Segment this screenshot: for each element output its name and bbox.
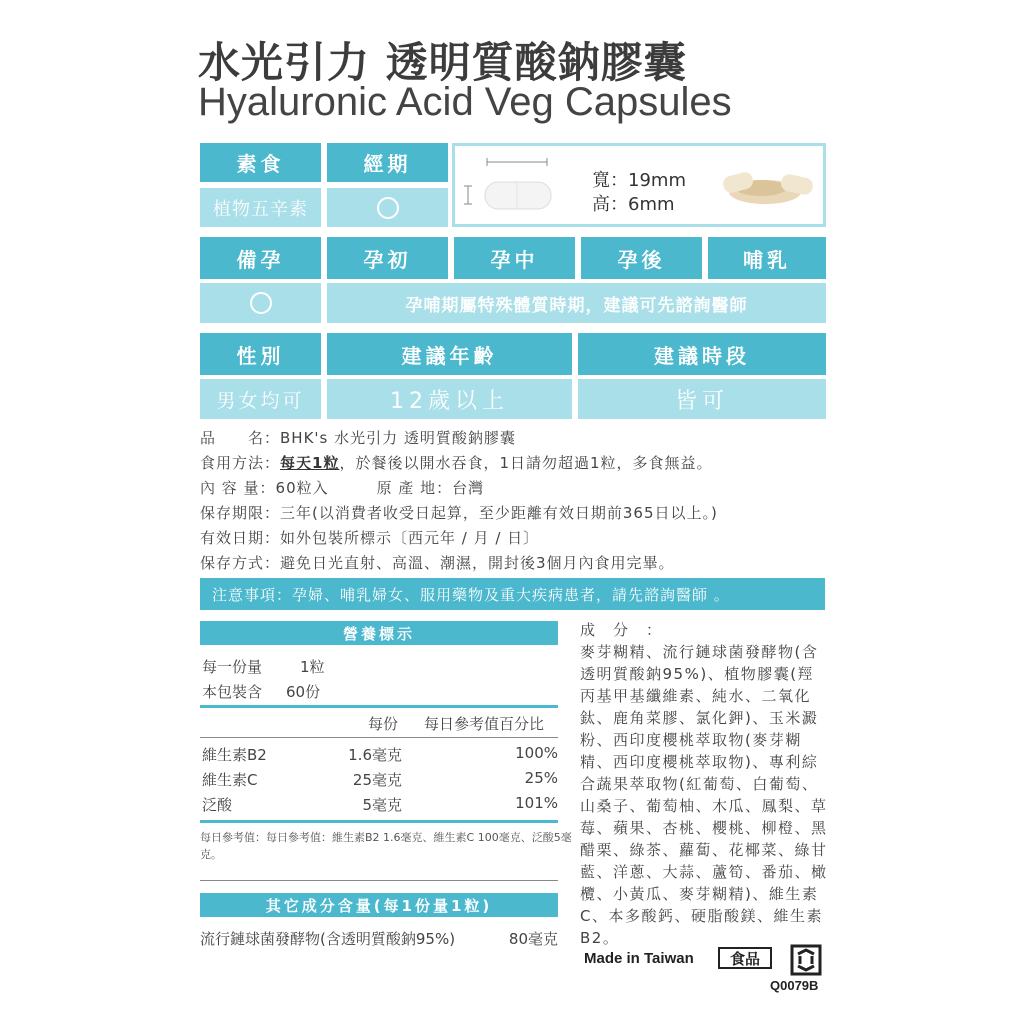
circle-mark-icon — [377, 197, 399, 219]
nutrition-divider — [200, 737, 558, 738]
nutrition-pack-label: 本包裝含 — [202, 683, 263, 701]
usage-header-gender: 性別 — [200, 333, 321, 375]
recycle-icon — [790, 944, 822, 976]
nutrition-row-dv: 25% — [524, 769, 558, 787]
diet-value-vegetarian: 植物五辛素 — [200, 188, 321, 227]
capsule-height-label: 高：6mm — [592, 194, 675, 215]
made-in-label: Made in Taiwan — [584, 950, 694, 967]
info-shelf: 保存期限：三年(以消費者收受日起算，至少距離有效日期前365日以上。) — [200, 504, 718, 522]
product-title-en: Hyaluronic Acid Veg Capsules — [198, 80, 732, 124]
nutrition-col-dv: 每日參考值百分比 — [424, 715, 545, 733]
nutrition-title: 營養標示 — [200, 621, 558, 645]
preg-header-prep: 備孕 — [200, 237, 321, 279]
info-storage: 保存方式：避免日光直射、高溫、潮濕，開封後3個月內食用完畢。 — [200, 554, 675, 572]
ingredients-label: 成分： — [580, 621, 680, 639]
usage-header-time: 建議時段 — [578, 333, 826, 375]
diet-value-period — [327, 188, 448, 227]
other-item: 流行鏈球菌發酵物(含透明質酸鈉95%) — [200, 930, 456, 948]
ingredients-text: 麥芽糊精、流行鏈球菌發酵物(含透明質酸鈉95%)、植物膠囊(羥丙基甲基纖維素、純水、二氧化鈦、鹿角菜膠、氯化鉀)、玉米澱粉、西印度櫻桃萃取物(麥芽糊精、西印度櫻桃萃取物)、專利綜合蔬果萃取物(紅葡萄、白葡萄、山桑子、葡萄柚、木瓜、鳳梨、草莓、蘋果、杏桃、櫻桃、柳橙、黑醋栗、綠茶、蘿蔔、花椰菜、綠甘藍、洋蔥、大蒜、蘆筍、番茄、橄欖、小黃瓜、麥芽糊精)、維生素C、本多酸鈣、硬脂酸鎂、維生素B2。 — [580, 643, 828, 947]
capsule-width-label: 寬：19mm — [592, 170, 686, 191]
usage-value-age: 12歲以上 — [327, 379, 572, 419]
preg-header-late: 孕後 — [581, 237, 702, 279]
nutrition-row-amount: 1.6毫克 — [348, 746, 402, 764]
capsule-size-box — [452, 143, 826, 227]
nutrition-row-name: 維生素B2 — [202, 746, 267, 764]
nutrition-row-name: 泛酸 — [202, 796, 233, 814]
info-usage — [200, 452, 713, 473]
diet-header-period: 經期 — [327, 143, 448, 182]
nutrition-divider — [200, 820, 558, 823]
nutrition-row-amount: 5毫克 — [362, 796, 402, 814]
preg-header-nursing: 哺乳 — [708, 237, 826, 279]
info-usage-prefix: 食用方法： — [200, 454, 281, 472]
nutrition-serving-label: 每一份量 — [202, 658, 263, 676]
info-expiry: 有效日期：如外包裝所標示〔西元年 / 月 / 日〕 — [200, 529, 540, 547]
nutrition-note: 每日參考值：每日參考值：維生素B2 1.6毫克、維生素C 100毫克、泛酸5毫克。 — [200, 831, 572, 861]
nutrition-row-amount: 25毫克 — [352, 771, 402, 789]
nutrition-divider — [200, 705, 558, 708]
nutrition-row-dv: 101% — [515, 794, 558, 812]
usage-header-age: 建議年齡 — [327, 333, 572, 375]
nutrition-row-dv: 100% — [515, 744, 558, 762]
product-code: Q0079B — [770, 978, 819, 993]
nutrition-divider — [200, 880, 558, 881]
circle-mark-icon — [250, 292, 272, 314]
info-name: 品 名：BHK's 水光引力 透明質酸鈉膠囊 — [200, 429, 516, 447]
usage-value-gender: 男女均可 — [200, 379, 321, 419]
nutrition-pack-value: 60份 — [286, 683, 321, 701]
preg-value-prep — [200, 283, 321, 323]
warning-bar: 注意事項：孕婦、哺乳婦女、服用藥物及重大疾病患者，請先諮詢醫師 。 — [200, 578, 825, 610]
preg-note: 孕哺期屬特殊體質時期，建議可先諮詢醫師 — [327, 283, 826, 323]
other-title: 其它成分含量(每1份量1粒) — [200, 893, 558, 917]
other-amount: 80毫克 — [508, 930, 558, 948]
diet-header-vegetarian: 素食 — [200, 143, 321, 182]
preg-header-early: 孕初 — [327, 237, 448, 279]
usage-value-time: 皆可 — [578, 379, 826, 419]
preg-header-mid: 孕中 — [454, 237, 575, 279]
info-usage-emph: 每天1粒 — [280, 454, 340, 472]
food-label-box: 食品 — [718, 947, 772, 969]
nutrition-col-per: 每份 — [368, 715, 399, 733]
nutrition-row-name: 維生素C — [202, 771, 258, 789]
info-content: 內 容 量：60粒入 原 產 地：台灣 — [200, 479, 485, 497]
nutrition-serving-value: 1粒 — [300, 658, 325, 676]
product-title-cn: 水光引力 透明質酸鈉膠囊 — [198, 38, 687, 87]
info-usage-rest: ，於餐後以開水吞食，1日請勿超過1粒，多食無益。 — [339, 454, 713, 472]
